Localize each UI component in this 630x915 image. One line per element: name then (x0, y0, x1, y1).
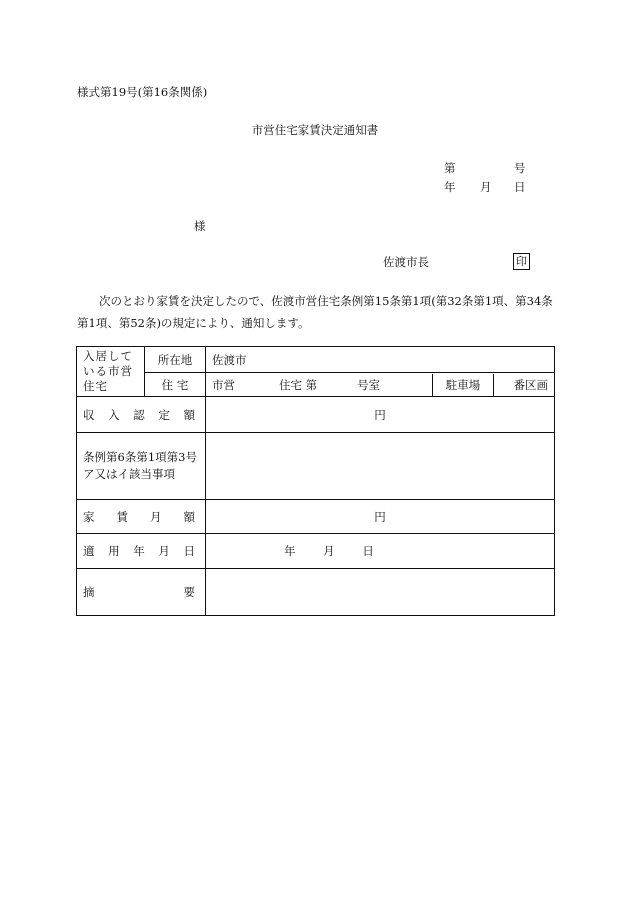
housing-label: 住 宅 (145, 373, 206, 397)
parking-label: 駐車場 (433, 374, 494, 396)
remarks-value (206, 569, 555, 616)
housing-details-cell (206, 373, 555, 397)
rent-label-chars: 家 賃 月 額 (83, 509, 199, 524)
effective-label (77, 534, 206, 569)
date-month: 月 (480, 180, 492, 194)
document-title: 市営住宅家賃決定通知書 (251, 123, 379, 137)
effective-label-chars: 適 用 年 月 日 (83, 544, 199, 558)
income-unit: 円 (206, 397, 555, 433)
housing-name-cell (206, 374, 433, 396)
addressee-suffix: 様 (194, 219, 206, 233)
effective-year: 年 (284, 544, 296, 558)
notice-table (76, 346, 555, 616)
date-day: 日 (514, 180, 526, 194)
effective-day: 日 (362, 544, 374, 558)
effective-date-cell (206, 534, 555, 569)
parking-suffix: 番区画 (513, 377, 548, 392)
date-year: 年 (444, 180, 456, 194)
location-label: 所在地 (145, 347, 206, 373)
doc-number-prefix: 第 (444, 161, 456, 175)
room-suffix: 号室 (357, 377, 381, 392)
form-number: 様式第19号(第16条関係) (77, 85, 208, 99)
rent-unit: 円 (206, 500, 555, 534)
remarks-label-chars: 摘 要 (83, 585, 199, 599)
remarks-label (77, 569, 206, 616)
effective-month: 月 (323, 544, 335, 558)
rent-label (77, 500, 206, 534)
housing-mid: 住宅 第 (279, 377, 318, 392)
ordinance-value (206, 433, 555, 500)
doc-number-suffix: 号 (514, 161, 526, 175)
ordinance-label: 条例第6条第1項第3号ア又はイ該当事項 (77, 433, 206, 500)
seal-stamp: 印 (513, 253, 530, 270)
housing-prefix: 市営 (212, 377, 235, 392)
issuer-name: 佐渡市長 (383, 255, 429, 269)
income-label (77, 397, 206, 433)
income-label-chars: 収 入 認 定 額 (83, 407, 199, 422)
notice-body: 次のとおり家賃を決定したので、佐渡市営住宅条例第15条第1項(第32条第1項、第34条第1項、第52条)の規定により、通知します。 (77, 294, 553, 330)
residence-label: 入居している市営住宅 (77, 347, 145, 397)
location-value: 佐渡市 (206, 347, 555, 373)
